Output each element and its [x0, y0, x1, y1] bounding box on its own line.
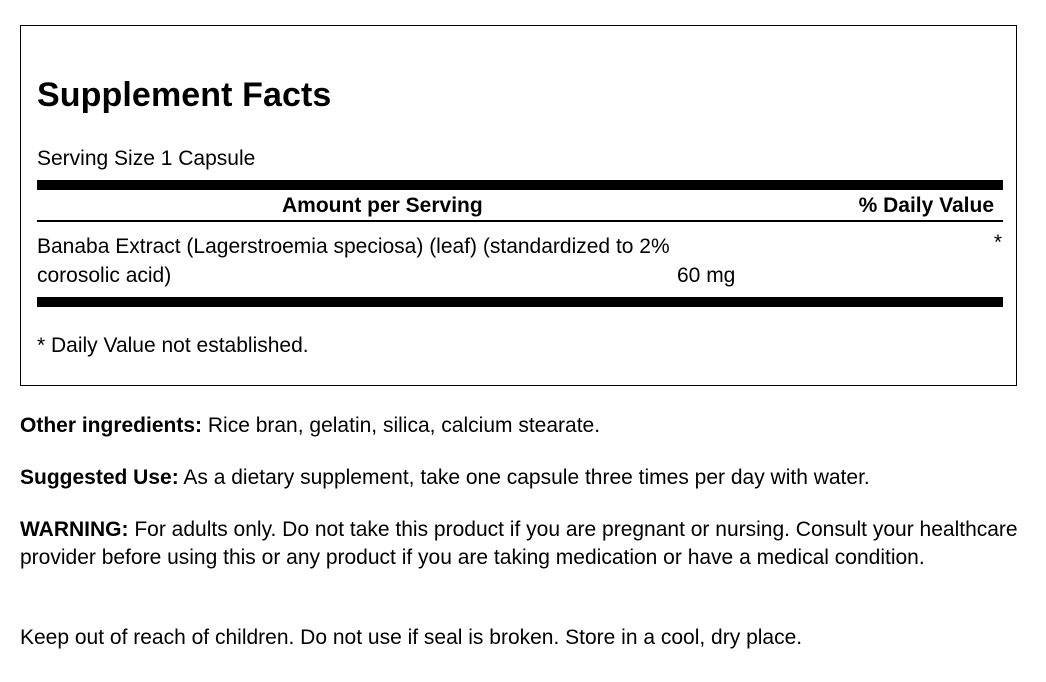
daily-value-header: % Daily Value — [858, 194, 994, 217]
serving-size: Serving Size 1 Capsule — [37, 147, 256, 170]
ingredient-amount: 60 mg — [677, 264, 736, 287]
ingredient-name: Banaba Extract (Lagerstroemia speciosa) (leaf) (standardized to 2% corosolic acid) — [37, 235, 670, 287]
supplement-facts-panel — [20, 25, 1017, 386]
warning — [20, 516, 1020, 572]
divider-thick-top — [37, 180, 1003, 190]
suggested-use-text: As a dietary supplement, take one capsule three times per day with water. — [178, 466, 870, 489]
amount-per-serving-header: Amount per Serving — [282, 194, 483, 217]
daily-value-footnote: * Daily Value not established. — [37, 334, 309, 357]
warning-text: For adults only. Do not take this product if you are pregnant or nursing. Consult your healthcare provider before using this or any product if you are taking medication or have a medical condition. — [20, 518, 1018, 569]
storage-note: Keep out of reach of children. Do not use if seal is broken. Store in a cool, dry place. — [20, 626, 803, 649]
ingredient-daily-value: * — [993, 231, 1002, 254]
other-ingredients — [20, 412, 1020, 440]
divider-thick-bottom — [37, 297, 1003, 307]
other-ingredients-text: Rice bran, gelatin, silica, calcium stearate. — [202, 414, 601, 437]
suggested-use-label: Suggested Use: — [20, 466, 179, 489]
warning-label: WARNING: — [20, 518, 129, 541]
supplement-facts-title: Supplement Facts — [37, 76, 332, 114]
divider-thin — [37, 220, 1003, 222]
suggested-use — [20, 464, 1020, 492]
other-ingredients-label: Other ingredients: — [20, 414, 203, 437]
